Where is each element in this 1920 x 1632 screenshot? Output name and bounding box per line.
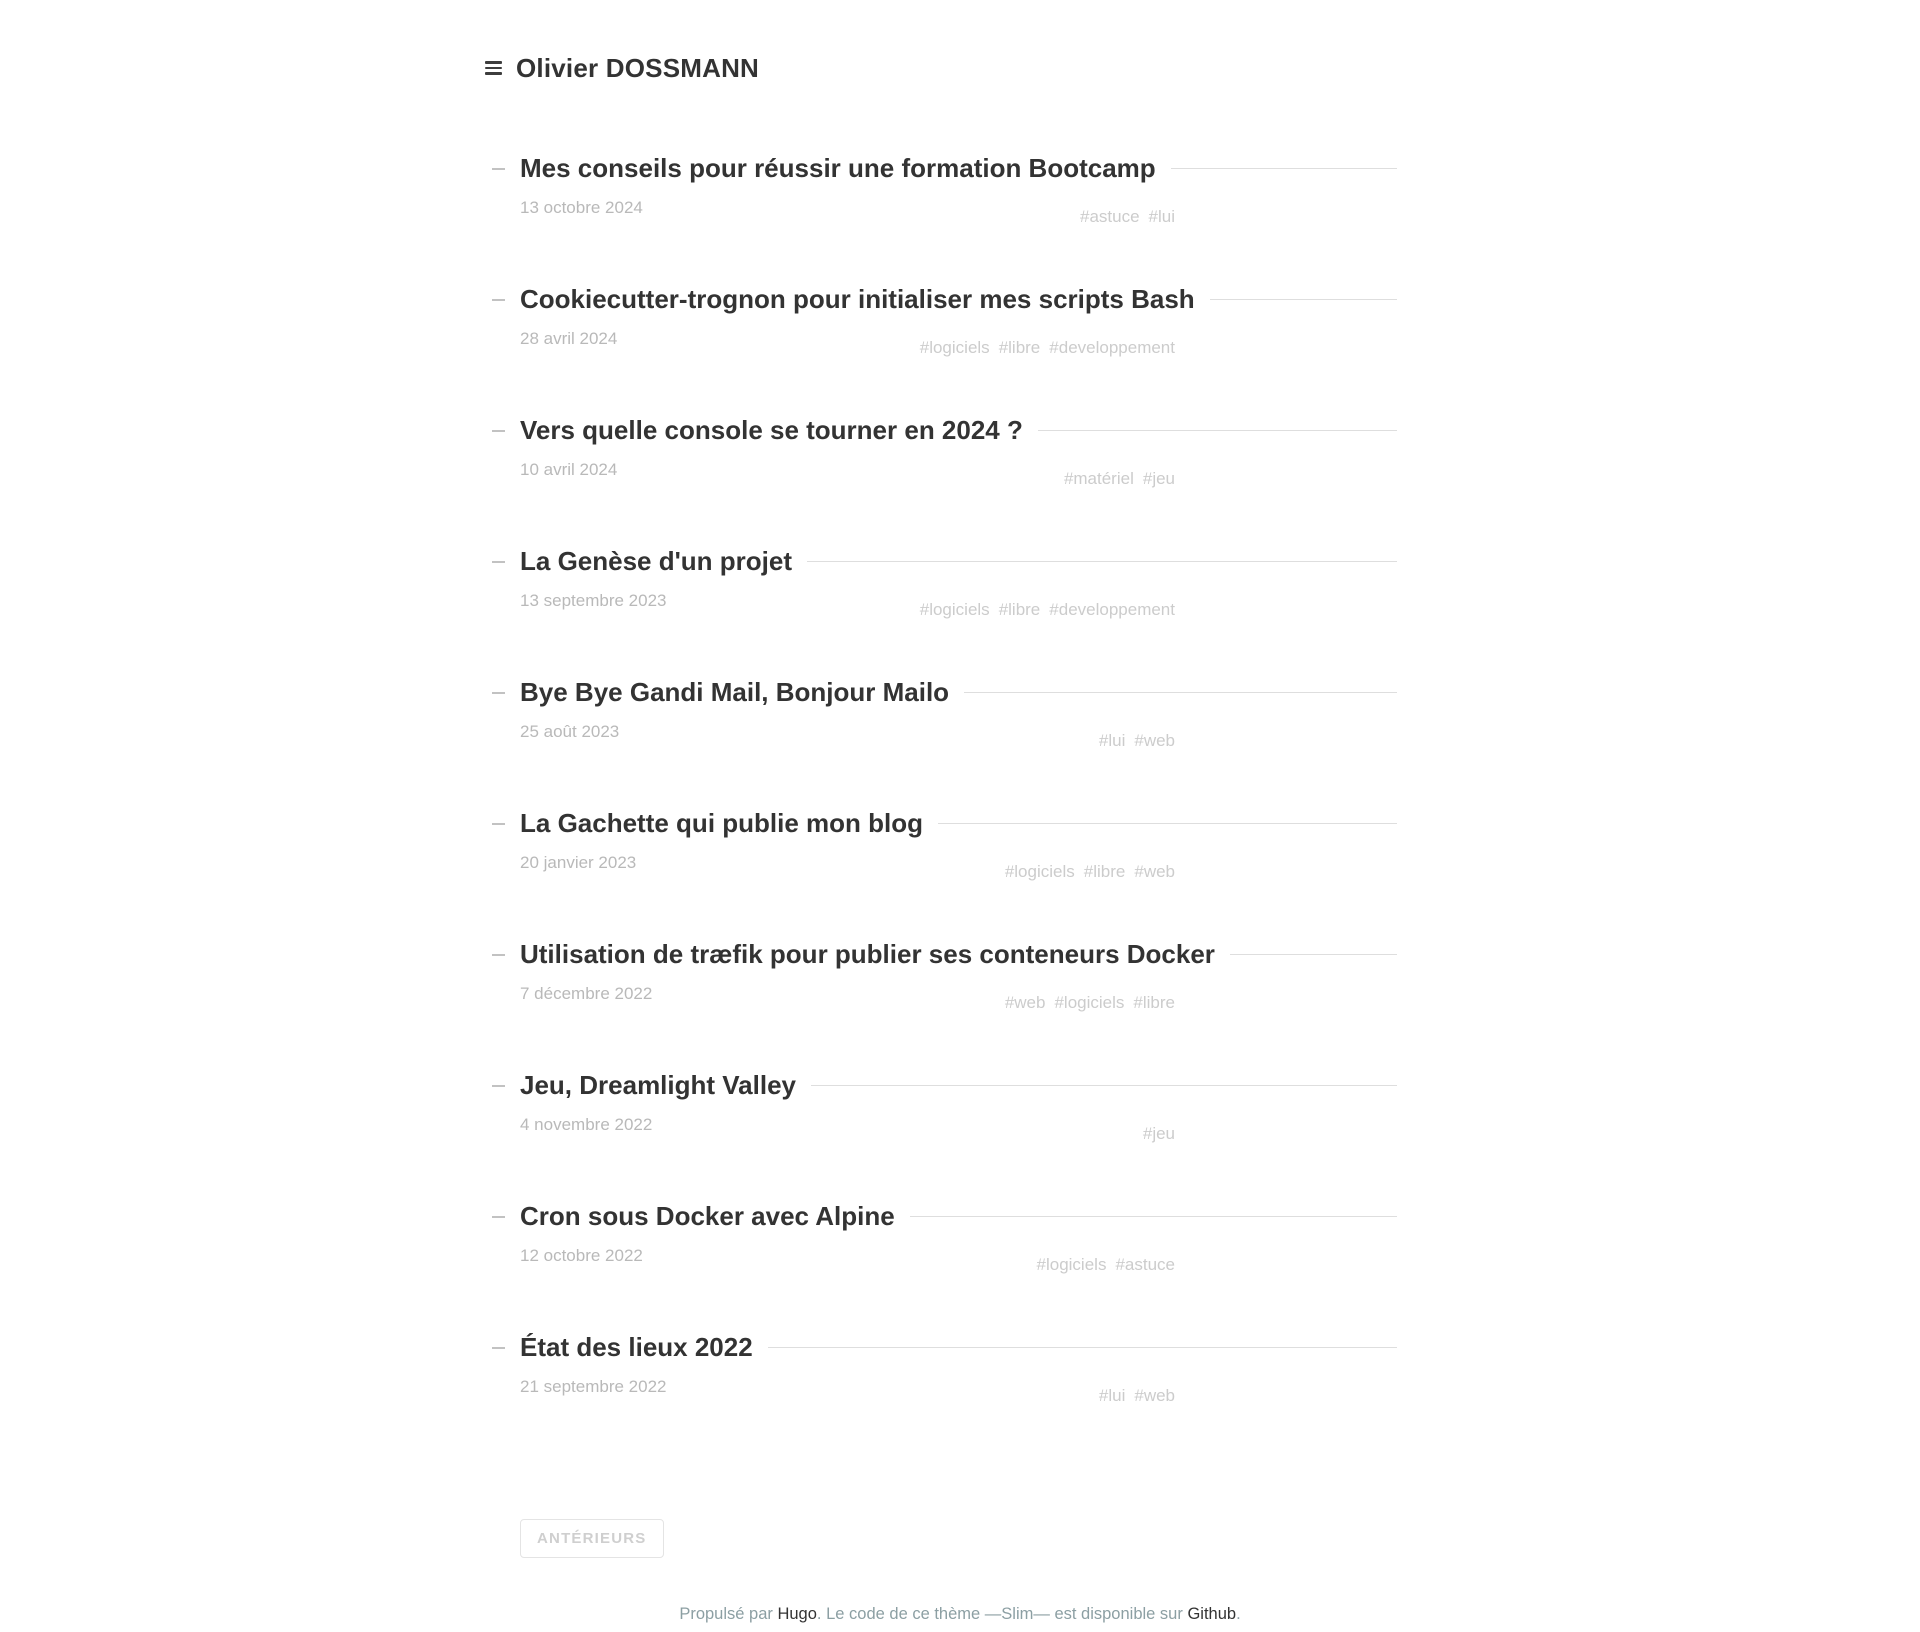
post-tag-link[interactable]: #lui <box>1098 731 1126 750</box>
post-item <box>492 1200 1397 1331</box>
post-title-row <box>492 1200 1397 1233</box>
title-right-line <box>768 1347 1397 1348</box>
hugo-link[interactable]: Hugo <box>777 1605 817 1623</box>
hamburger-menu-icon[interactable] <box>485 61 502 75</box>
post-title-row <box>492 807 1397 840</box>
post-title[interactable]: Vers quelle console se tourner en 2024 ? <box>520 415 1023 445</box>
site-header <box>485 0 1920 84</box>
post-date: 13 octobre 2024 <box>520 198 643 217</box>
post-tags <box>1099 730 1175 751</box>
post-title-row <box>492 545 1397 578</box>
post-tags <box>1143 1123 1175 1144</box>
post-tag-link[interactable]: #web <box>1134 1386 1175 1405</box>
post-title[interactable]: Utilisation de træfik pour publier ses conteneurs Docker <box>520 939 1215 969</box>
post-date: 12 octobre 2022 <box>520 1246 643 1265</box>
post-title-row <box>492 414 1397 447</box>
post-tags <box>920 337 1175 358</box>
post-title[interactable]: Jeu, Dreamlight Valley <box>520 1070 797 1100</box>
post-title[interactable]: La Genèse d'un projet <box>520 546 793 576</box>
post-date: 13 septembre 2023 <box>520 591 667 610</box>
github-link[interactable]: Github <box>1187 1605 1237 1623</box>
post-tag-link[interactable]: #jeu <box>1142 469 1175 488</box>
older-posts-button[interactable]: ANTÉRIEURS <box>520 1519 664 1558</box>
post-title[interactable]: État des lieux 2022 <box>520 1332 753 1362</box>
post-tags <box>1005 861 1175 882</box>
post-title-row <box>492 283 1397 316</box>
post-item <box>492 152 1397 283</box>
post-item <box>492 676 1397 807</box>
title-right-line <box>964 692 1397 693</box>
title-left-dash <box>492 1347 505 1349</box>
post-tags <box>1037 1254 1175 1275</box>
post-tag-link[interactable]: #developpement <box>1049 600 1175 619</box>
post-tag-link[interactable]: #libre <box>998 338 1041 357</box>
post-title-row <box>492 152 1397 185</box>
title-left-dash <box>492 168 505 170</box>
footer-powered-text: Propulsé par <box>679 1605 778 1623</box>
post-item <box>492 807 1397 938</box>
post-date: 10 avril 2024 <box>520 460 618 479</box>
title-left-dash <box>492 954 505 956</box>
post-tag-link[interactable]: #web <box>1134 731 1175 750</box>
post-item <box>492 938 1397 1069</box>
post-tag-link[interactable]: #libre <box>998 600 1041 619</box>
post-tag-link[interactable]: #libre <box>1133 993 1175 1012</box>
post-date: 4 novembre 2022 <box>520 1115 653 1134</box>
post-date: 25 août 2023 <box>520 722 620 741</box>
post-item <box>492 283 1397 414</box>
footer-theme-text: . Le code de ce thème —Slim— est disponible sur <box>816 1605 1188 1623</box>
post-date: 20 janvier 2023 <box>520 853 637 872</box>
post-date: 7 décembre 2022 <box>520 984 653 1003</box>
post-title[interactable]: La Gachette qui publie mon blog <box>520 808 924 838</box>
post-tag-link[interactable]: #matériel <box>1063 469 1134 488</box>
post-date: 28 avril 2024 <box>520 329 618 348</box>
post-date: 21 septembre 2022 <box>520 1377 667 1396</box>
post-title-row <box>492 1331 1397 1364</box>
title-left-dash <box>492 823 505 825</box>
post-tag-link[interactable]: #logiciels <box>919 338 990 357</box>
post-tags <box>1005 992 1175 1013</box>
post-tag-link[interactable]: #logiciels <box>1036 1255 1107 1274</box>
post-tag-link[interactable]: #logiciels <box>919 600 990 619</box>
title-right-line <box>807 561 1397 562</box>
post-title[interactable]: Cron sous Docker avec Alpine <box>520 1201 895 1231</box>
post-item <box>492 1331 1397 1462</box>
title-right-line <box>1210 299 1397 300</box>
post-item <box>492 545 1397 676</box>
post-tag-link[interactable]: #web <box>1134 862 1175 881</box>
post-item <box>492 1069 1397 1200</box>
post-tag-link[interactable]: #lui <box>1098 1386 1126 1405</box>
post-item <box>492 414 1397 545</box>
post-title[interactable]: Mes conseils pour réussir une formation Bootcamp <box>520 153 1156 183</box>
title-left-dash <box>492 299 505 301</box>
title-right-line <box>910 1216 1397 1217</box>
title-right-line <box>811 1085 1397 1086</box>
title-right-line <box>938 823 1397 824</box>
post-tag-link[interactable]: #astuce <box>1079 207 1140 226</box>
post-tags <box>1099 1385 1175 1406</box>
title-left-dash <box>492 430 505 432</box>
post-tag-link[interactable]: #lui <box>1148 207 1175 226</box>
post-tag-link[interactable]: #libre <box>1083 862 1126 881</box>
site-title[interactable]: Olivier DOSSMANN <box>516 53 760 83</box>
title-left-dash <box>492 1085 505 1087</box>
title-left-dash <box>492 561 505 563</box>
post-title-row <box>492 676 1397 709</box>
post-title[interactable]: Bye Bye Gandi Mail, Bonjour Mailo <box>520 677 950 707</box>
post-tag-link[interactable]: #jeu <box>1142 1124 1175 1143</box>
post-tag-link[interactable]: #logiciels <box>1004 862 1075 881</box>
post-tags <box>920 599 1175 620</box>
post-title-row <box>492 938 1397 971</box>
post-tags <box>1064 468 1175 489</box>
title-right-line <box>1230 954 1397 955</box>
post-tag-link[interactable]: #astuce <box>1115 1255 1175 1274</box>
pagination <box>520 1519 1920 1558</box>
footer-suffix-text: . <box>1236 1605 1241 1623</box>
post-title[interactable]: Cookiecutter-trognon pour initialiser mes scripts Bash <box>520 284 1195 314</box>
site-footer <box>0 1604 1920 1624</box>
post-tag-link[interactable]: #web <box>1004 993 1046 1012</box>
post-tag-link[interactable]: #developpement <box>1049 338 1175 357</box>
post-title-row <box>492 1069 1397 1102</box>
title-right-line <box>1171 168 1397 169</box>
post-tags <box>1080 206 1175 227</box>
post-tag-link[interactable]: #logiciels <box>1054 993 1125 1012</box>
post-list <box>492 152 1397 1462</box>
title-left-dash <box>492 692 505 694</box>
title-right-line <box>1038 430 1397 431</box>
title-left-dash <box>492 1216 505 1218</box>
